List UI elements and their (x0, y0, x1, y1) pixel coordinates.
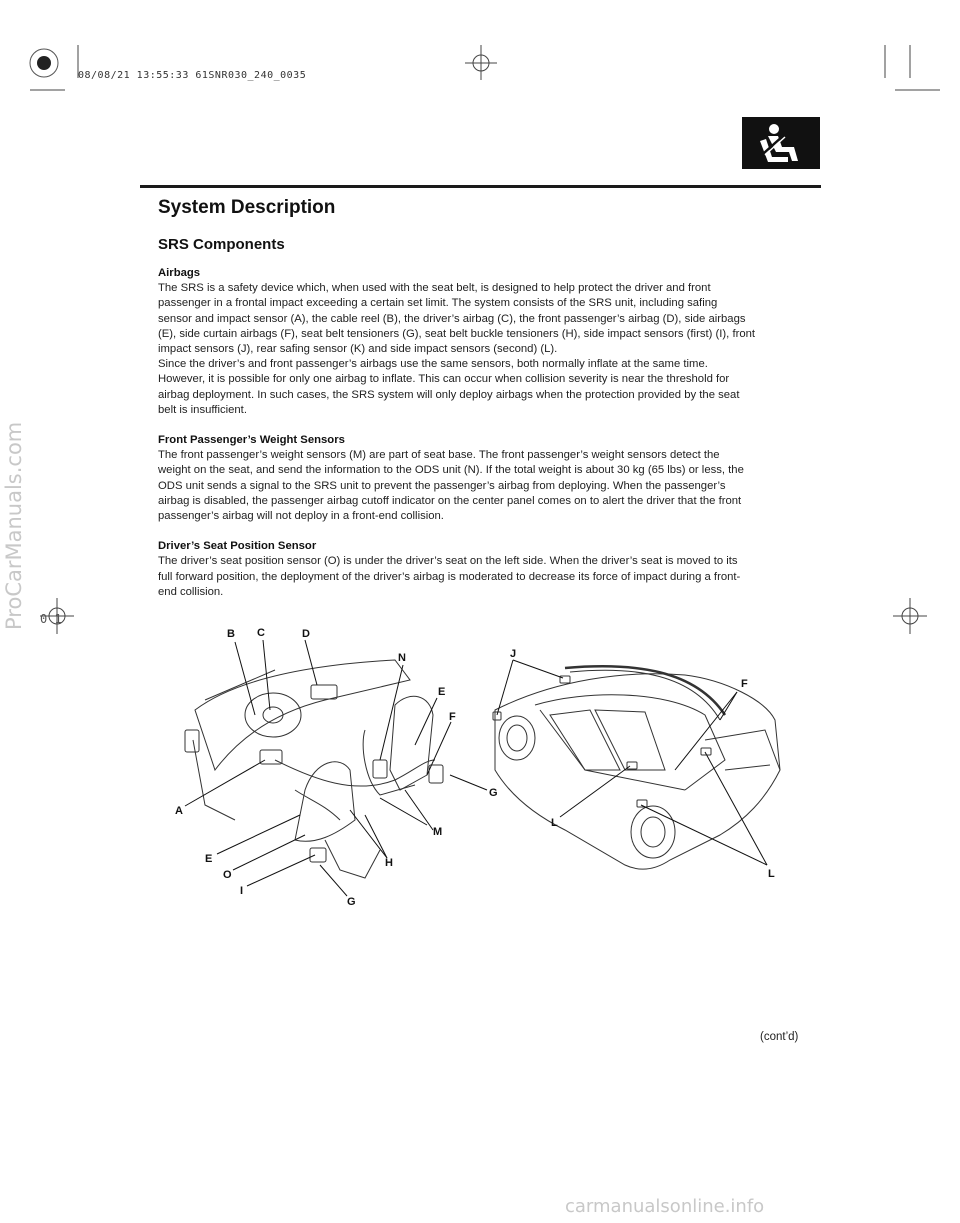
label-g: G (489, 787, 498, 799)
side-page-marker: 0 1 (40, 612, 62, 626)
seatbelt-chapter-icon (742, 117, 820, 169)
section-title: SRS Components (158, 236, 285, 253)
passenger-seat (390, 696, 433, 790)
section-paragraph: The driver’s seat position sensor (O) is under the driver’s seat on the left side. When the driver’s seat is moved to its full forward position, the deployment of the driver’s airbag is moderated to decrease its force of impact during a front- end collision. (158, 555, 741, 598)
label-l: L (768, 868, 775, 880)
section-heading: Airbags (158, 267, 201, 279)
page-title: System Description (158, 197, 336, 218)
section-heading: Driver’s Seat Position Sensor (158, 540, 317, 553)
label-o: O (223, 869, 232, 881)
label-f: F (741, 678, 748, 690)
continued-note: (cont’d) (760, 1031, 799, 1043)
footer-watermark: carmanualsonline.info (565, 1196, 765, 1217)
label-i: I (240, 885, 244, 897)
target-icon (30, 49, 58, 77)
header-rule (140, 185, 821, 188)
label-b: B (227, 628, 235, 640)
dashboard-outline (195, 660, 410, 770)
steering-wheel (245, 693, 301, 737)
label-g: G (347, 896, 356, 908)
front-wheel (499, 716, 535, 760)
label-m: M (433, 826, 443, 838)
section-weight-sensors (158, 433, 818, 524)
label-n: N (398, 652, 406, 664)
label-f: F (449, 711, 456, 723)
label-h: H (385, 857, 393, 869)
section-heading: Front Passenger’s Weight Sensors (158, 434, 345, 447)
section-paragraph: The SRS is a safety device which, when used with the seat belt, is designed to help protect the driver and front passenger in a frontal impact exceeding a certain set limit. The system consists of the SRS unit, including safing sensor and impact sensor (A), the cable reel (B), the driver’s airbag (C), the front passenger’s airbag (D), side airbags (E), side curtain airbags (F), seat belt tensioners (G), seat belt buckle tensioners (H), side impact sensors (first) (I), front impact sensors (J), rear safing sensor (K) and side impact sensors (second) (L). Since the driver’s and front passenger’s airbags use the same sensors, both normally inflate at the same time. However, it is possible for only one airbag to inflate. This can occur when collision severity is near the threshold for airbag deployment. In such cases, the SRS system will only deploy airbags when the protection provided by the seat belt is insufficient. (158, 282, 756, 416)
side-watermark: ProCarManuals.com (2, 421, 26, 630)
section-airbags (158, 266, 818, 418)
car-body-outline (495, 674, 780, 869)
srs-components-diagram (165, 620, 805, 920)
rear-wheel (631, 806, 675, 858)
body-text (158, 266, 818, 615)
label-d: D (302, 628, 310, 640)
driver-seat (295, 762, 355, 841)
section-seat-position-sensor (158, 539, 818, 600)
label-e: E (205, 853, 213, 865)
section-paragraph: The front passenger’s weight sensors (M) are part of seat base. The front passenger’s weight sensors detect the weight on the seat, and send the information to the ODS unit (N). If the total weight is about 30 kg (65 lbs) or less, the ODS unit sends a signal to the SRS unit to prevent the passenger’s airbag from deploying. When the passenger’s airbag is disabled, the passenger airbag cutoff indicator on the center panel comes on to alert the driver that the front passenger’s airbag will not deploy in a front-end collision. (158, 449, 744, 523)
label-j: J (510, 648, 517, 660)
label-a: A (175, 805, 183, 817)
label-l: L (551, 817, 558, 829)
print-stamp: 08/08/21 13:55:33 61SNR030_240_0035 (78, 70, 307, 81)
label-e: E (438, 686, 446, 698)
label-c: C (257, 627, 265, 639)
